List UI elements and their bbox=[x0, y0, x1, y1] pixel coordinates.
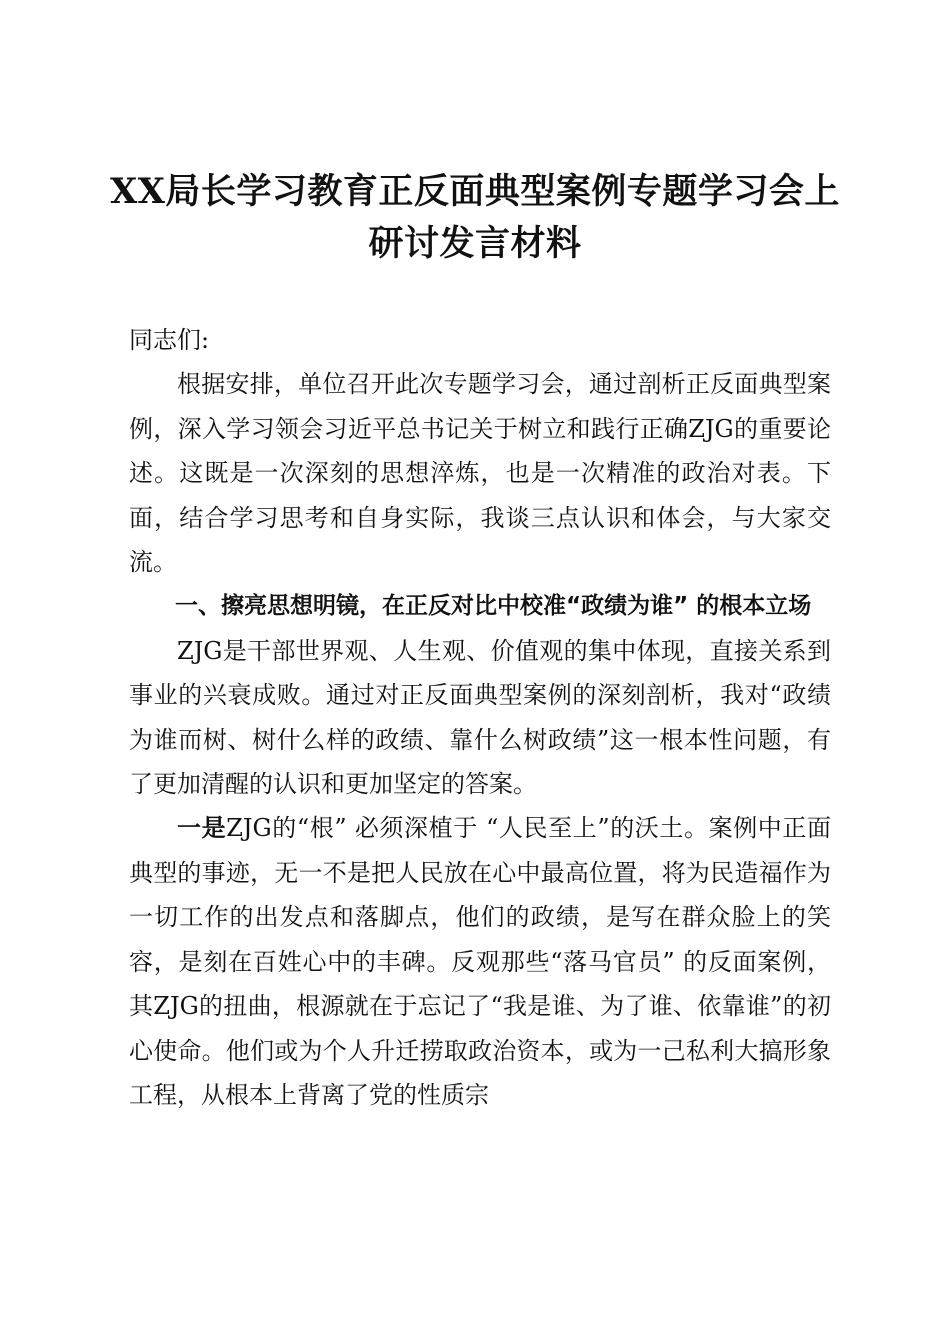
section-paragraph: ZJG是干部世界观、人生观、价值观的集中体现，直接关系到事业的兴衰成败。通过对正反面典型案例的深刻剖析，我对“政绩为谁而树、树什么样的政绩、靠什么树政绩”这一根本性问题，有了更加清醒的认识和更加坚定的答案。 bbox=[129, 636, 831, 799]
salutation: 同志们: bbox=[129, 326, 210, 354]
point-lead: 一是 bbox=[177, 814, 227, 843]
document-title: XX局长学习教育正反面典型案例专题学习会上研讨发言材料 bbox=[110, 171, 840, 264]
point-text: ZJG的“根” 必须深植于 “人民至上”的沃土。案例中正面典型的事迹，无一不是把人民放在心中最高位置，将为民造福作为一切工作的出发点和落脚点，他们的政绩，是写在群众脸上的笑容，是刻在百姓心中的丰碑。反观那些“落马官员” 的反面案例，其ZJG的扭曲，根源就在于忘记了“我是谁、为了谁、依靠谁”的初心使命。他们或为个人升迁捞取政治资本，或为一己私利大搞形象工程，从根本上背离了党的性质宗 bbox=[129, 814, 831, 1109]
intro-paragraph: 根据安排，单位召开此次专题学习会，通过剖析正反面典型案例，深入学习领会习近平总书记关于树立和践行正确ZJG的重要论述。这既是一次深刻的思想淬炼，也是一次精准的政治对表。下面，结合学习思考和自身实际，我谈三点认识和体会，与大家交流。 bbox=[129, 370, 831, 577]
point-paragraph bbox=[129, 806, 831, 1117]
document-body bbox=[129, 318, 831, 1117]
section-heading: 一、擦亮思想明镜，在正反对比中校准“政绩为谁” 的根本立场 bbox=[175, 593, 812, 620]
